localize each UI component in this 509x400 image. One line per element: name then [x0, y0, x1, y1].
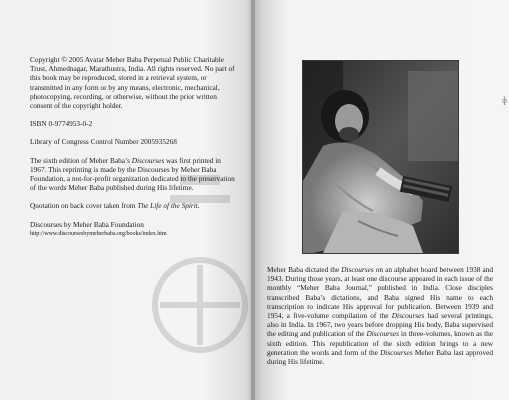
quotation-note: Quotation on back cover taken from The Life of the Spirit.	[30, 201, 200, 211]
caption-segment: on an alphabet board between 1938 and 1943. During those years, at least one discourse appeared in each issue of the monthly “Meher Baba Journal,” published in India. Close disciples transcribed Baba’s dictations, and Baba signed His name to each transcription to indicate His approval for publication. Between 1939 and 1954, a five-volume compilation of the	[267, 265, 493, 321]
caption-segment: Meher Baba dictated the	[267, 265, 342, 274]
caption-title-italic: Discourses	[380, 347, 413, 357]
caption-title-italic: Discourses	[341, 265, 374, 274]
page-edge-mark: ɸ	[502, 95, 507, 105]
copyright-page-text	[30, 55, 238, 248]
caption-segment: in three-volumes, known as the sixth edition. This republication of the sixth edition brings to a new generation the words and form of the	[267, 329, 493, 357]
photo-image	[303, 61, 458, 253]
foundation-credit: Discourses by Meher Baba Foundation	[30, 219, 144, 229]
caption-segment: Meher Baba last approved during His lifetime.	[267, 347, 493, 367]
caption-title-italic: Discourses	[391, 311, 425, 321]
left-page	[0, 0, 253, 400]
right-page	[253, 0, 509, 400]
caption-title-italic: Discourses	[366, 329, 399, 339]
isbn: ISBN 0-9774953-0-2	[30, 119, 93, 129]
book-gutter	[251, 0, 255, 400]
photo-caption	[267, 265, 493, 366]
edition-note: The sixth edition of Meher Baba’s Discourses was first printed in 1967. This reprinting is made by the Discourses by Meher Baba Foundation, a not-for-profit organization dedicated to the preservation of the words Meher Baba published during His lifetime.	[30, 155, 235, 193]
foundation-url: http://www.discoursesbymeherbaba.org/books/index.htm	[30, 230, 167, 237]
lccn: Library of Congress Control Number 2005935268	[30, 137, 177, 147]
meher-baba-photo	[302, 60, 459, 254]
caption-segment: had several printings, also in India. In 1967, two years before dropping His body, Baba supervised the editing and publication of the	[267, 311, 493, 339]
copyright-notice: Copyright © 2005 Avatar Meher Baba Perpetual Public Charitable Trust, Ahmednagar, Marathustra, India. All rights reserved. No part of this book may be reproduced, stored in a retrieval system, or transmitted in any form or by any means, electronic, mechanical, photocopying, recording, or otherwise, without the prior written consent of the copyright holder.	[30, 55, 235, 111]
